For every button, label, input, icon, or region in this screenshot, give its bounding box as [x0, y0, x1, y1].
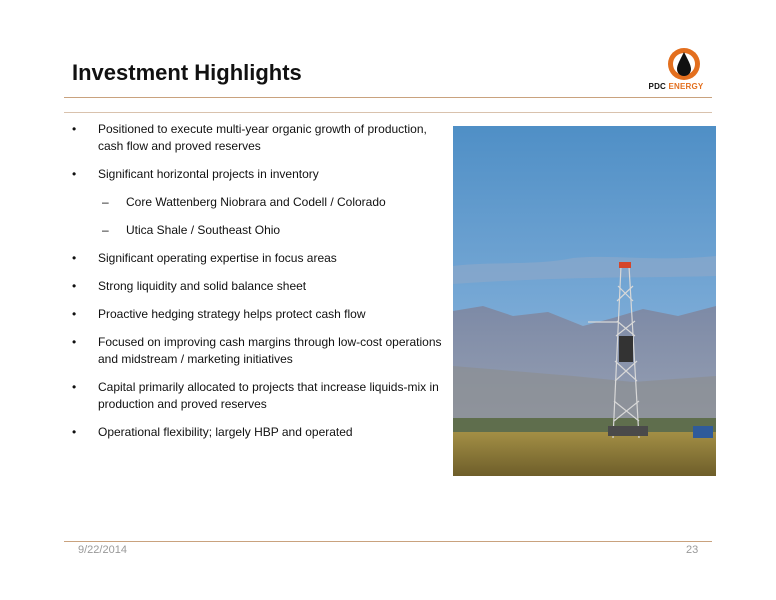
- bullet-item: [72, 424, 442, 441]
- bullet-item: [72, 166, 442, 183]
- bullet-list: [72, 121, 442, 452]
- sub-bullet-item: [72, 222, 442, 239]
- drilling-rig-photo: [453, 126, 716, 476]
- bullet-text: Significant operating expertise in focus areas: [98, 251, 337, 265]
- bullet-text: Strong liquidity and solid balance sheet: [98, 279, 307, 293]
- title-divider: [64, 97, 712, 98]
- bullet-glyph: •: [72, 307, 77, 321]
- bullet-text: Capital primarily allocated to projects that increase liquids-mix in production and proved reserves: [98, 380, 439, 411]
- bullet-glyph: •: [72, 122, 77, 136]
- bullet-item: [72, 334, 442, 368]
- bullet-item: [72, 250, 442, 267]
- bullet-item: [72, 306, 442, 323]
- pdc-energy-logo: [636, 46, 716, 94]
- bullet-text: Positioned to execute multi-year organic growth of production, cash flow and proved reserves: [98, 122, 427, 153]
- slide-title: Investment Highlights: [72, 60, 302, 85]
- bullet-text: Proactive hedging strategy helps protect cash flow: [98, 307, 366, 321]
- page-number: 23: [686, 544, 699, 556]
- bullet-glyph: •: [72, 251, 77, 265]
- sub-bullet-text: Core Wattenberg Niobrara and Codell / Colorado: [126, 195, 386, 209]
- bullet-text: Operational flexibility; largely HBP and operated: [98, 425, 353, 439]
- bullet-glyph: •: [72, 425, 77, 439]
- sub-bullet-item: [72, 194, 442, 211]
- sub-bullet-text: Utica Shale / Southeast Ohio: [126, 223, 281, 237]
- bullet-item: [72, 379, 442, 413]
- bullet-text: Focused on improving cash margins through low-cost operations and midstream / marketing initiatives: [98, 335, 442, 366]
- bullet-item: [72, 121, 442, 155]
- dash-glyph: –: [102, 195, 109, 209]
- bullet-glyph: •: [72, 335, 77, 349]
- bullet-glyph: •: [72, 380, 77, 394]
- logo-brand-energy: ENERGY: [668, 82, 704, 91]
- bullet-glyph: •: [72, 279, 77, 293]
- dash-glyph: –: [102, 223, 109, 237]
- bullet-glyph: •: [72, 167, 77, 181]
- footer-divider: [64, 541, 712, 542]
- title-divider-secondary: [64, 112, 712, 113]
- oil-drop-icon: [636, 46, 716, 82]
- bullet-item: [72, 278, 442, 295]
- logo-brand-pdc: PDC: [648, 82, 667, 91]
- bullet-text: Significant horizontal projects in inventory: [98, 167, 319, 181]
- footer-date: 9/22/2014: [78, 544, 127, 556]
